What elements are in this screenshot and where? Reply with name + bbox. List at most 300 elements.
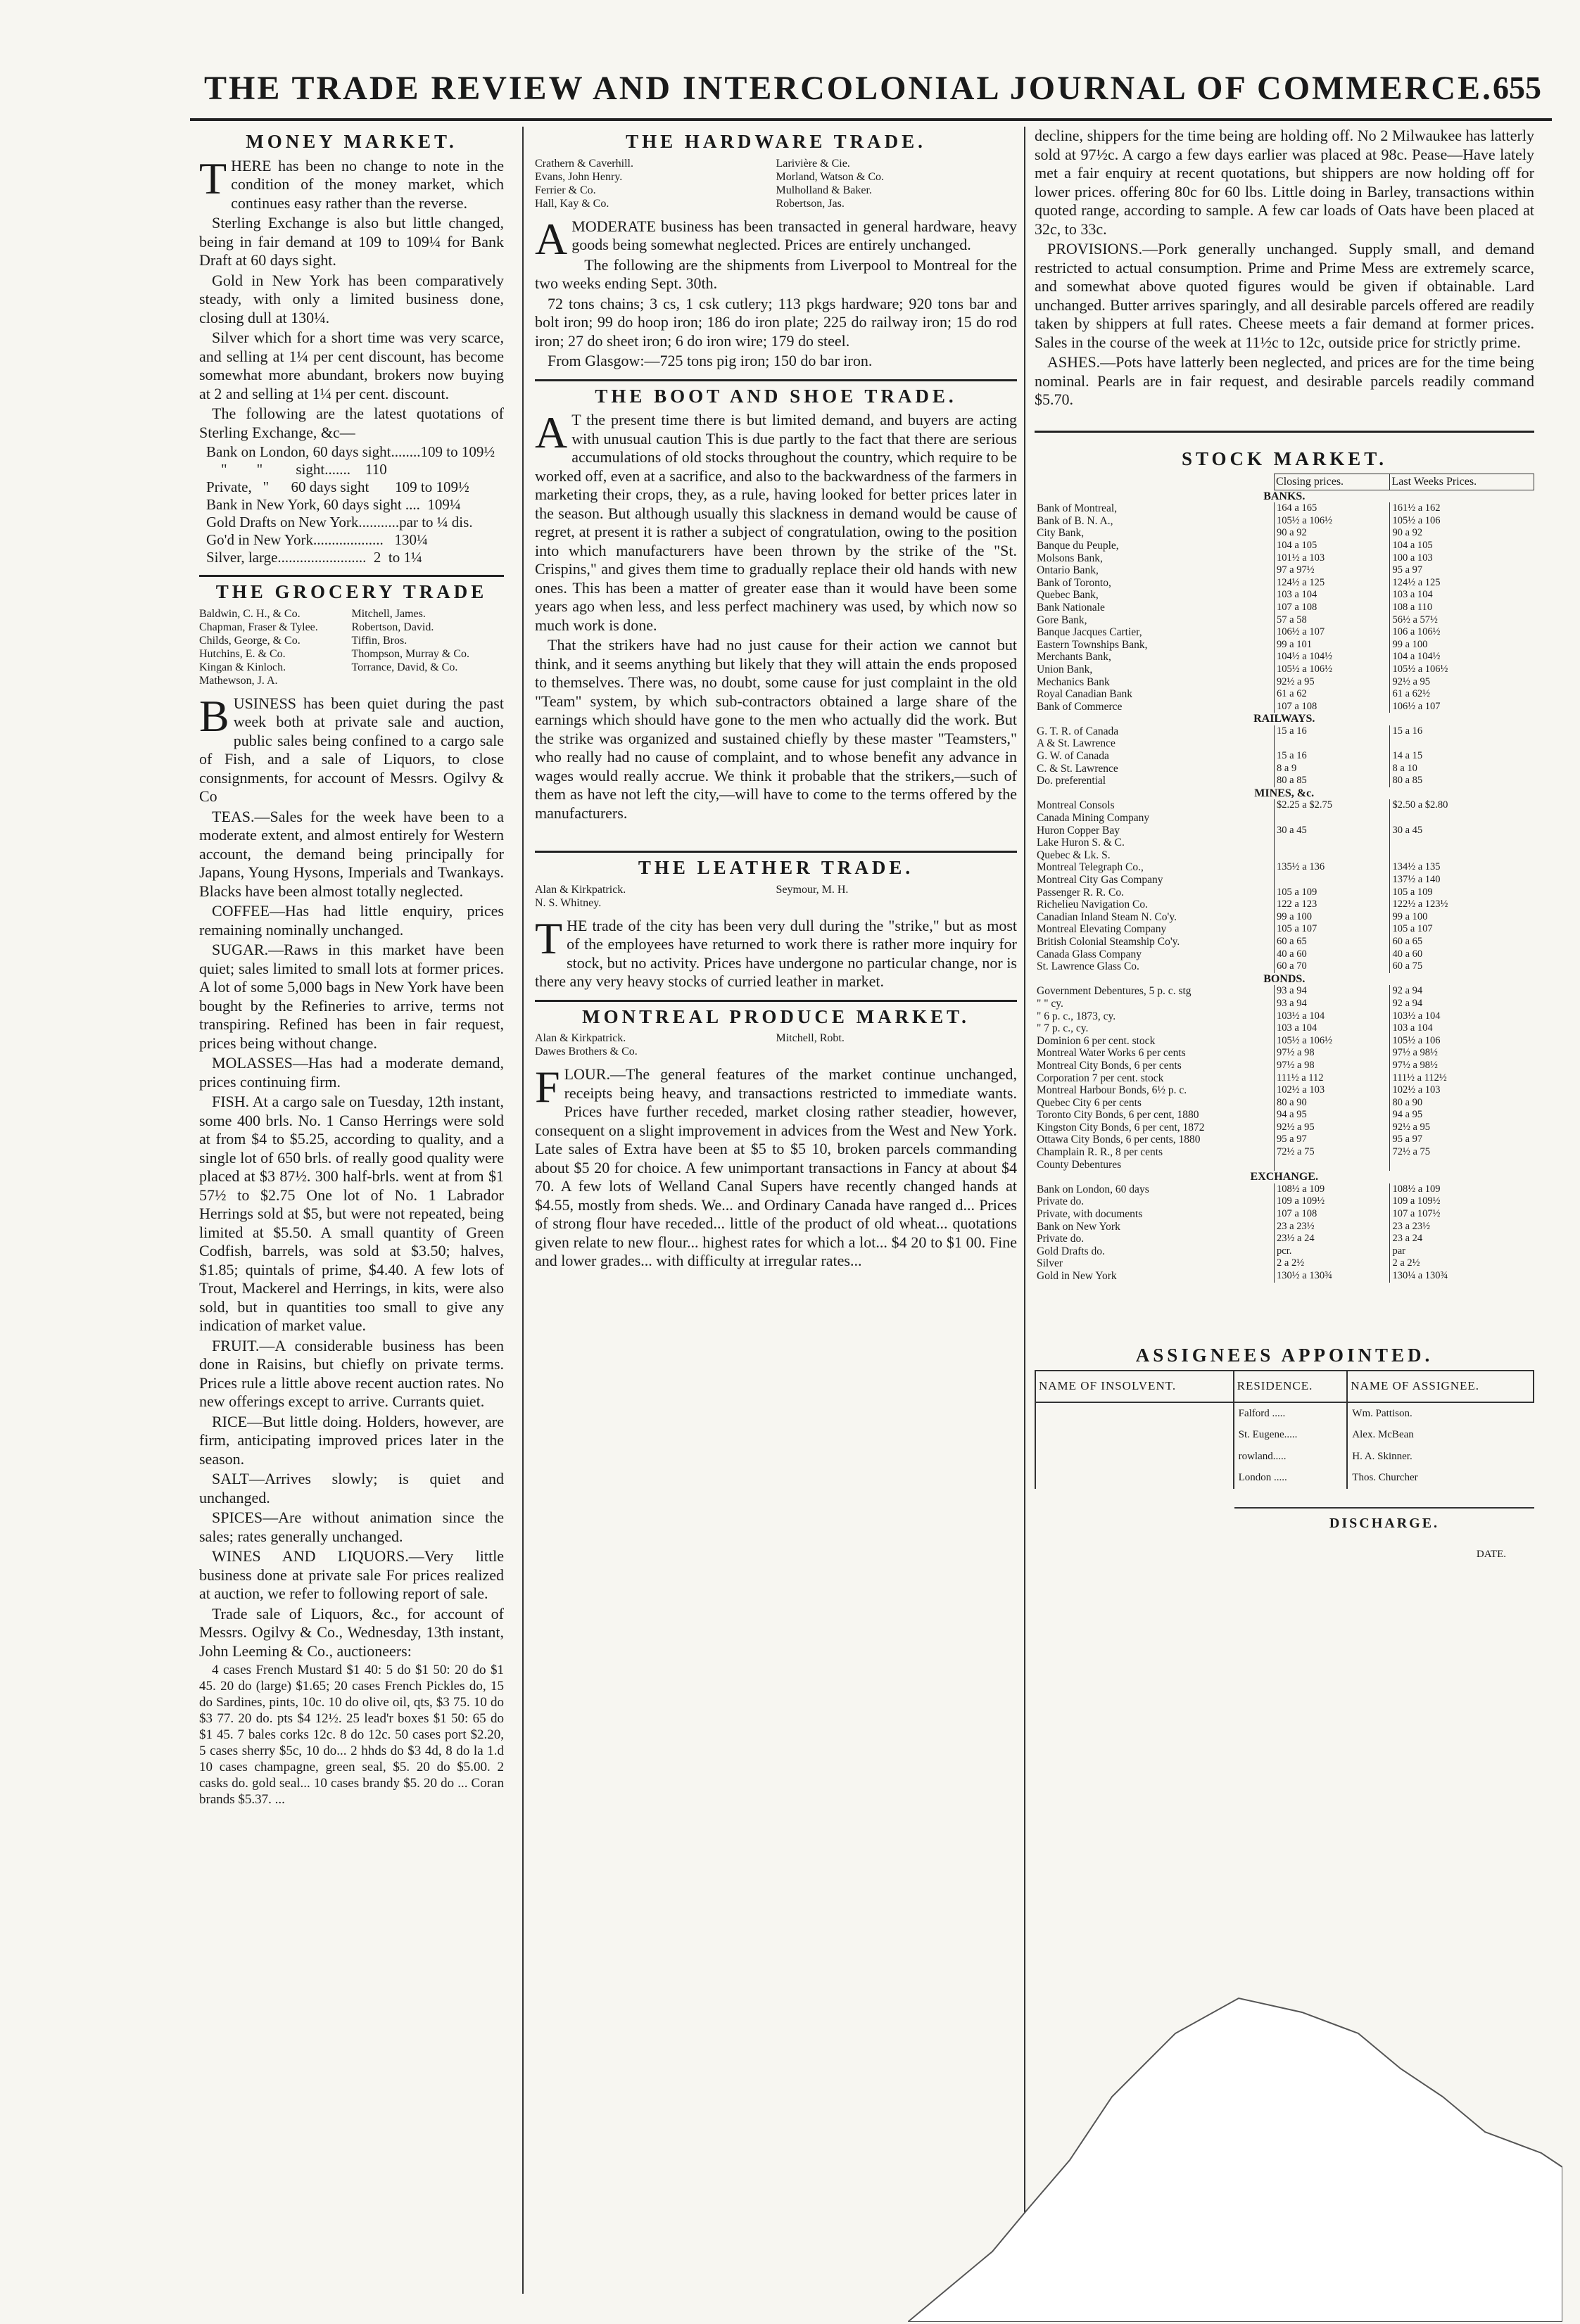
stock-row xyxy=(1035,1109,1534,1122)
stock-name: Montreal Elevating Company xyxy=(1037,923,1167,936)
assignees-heading: ASSIGNEES APPOINTED. xyxy=(1135,1344,1434,1366)
firm-name: Torrance, David, & Co. xyxy=(351,661,458,673)
grocery-heading: THE GROCERY TRADE xyxy=(215,581,488,602)
stock-section-row xyxy=(1035,787,1534,800)
stock-name: G. T. R. of Canada xyxy=(1037,725,1119,737)
stock-row xyxy=(1035,737,1534,750)
last-week-price: 137½ a 140 xyxy=(1390,874,1534,887)
closing-price: 122 a 123 xyxy=(1275,899,1390,911)
stock-section-row xyxy=(1035,713,1534,725)
last-week-price xyxy=(1390,837,1534,849)
closing-price: 40 a 60 xyxy=(1275,948,1390,961)
closing-price: 93 a 94 xyxy=(1275,998,1390,1010)
last-week-price: 109 a 109½ xyxy=(1390,1195,1534,1208)
produce-continued: decline, shippers for the time being are holding off. No 2 Milwaukee has latterly sold at 97½c. A cargo a few days earlier was placed at 98c. Pease—Have lately met a fair enquiry at recent quotations, but shippers are now holding off for lower prices. offering 80c for 60 lbs. Little doing in Barley, transactions within quoted range, according to sample. A few car loads of Oats have been placed at 32c, to 33c. xyxy=(1035,127,1534,238)
last-week-price: 80 a 90 xyxy=(1390,1097,1534,1110)
exchange-quote: Private, " 60 days sight 109 to 109½ xyxy=(206,478,469,495)
stock-row xyxy=(1035,663,1534,676)
last-week-price: 105 a 109 xyxy=(1390,887,1534,899)
closing-price xyxy=(1275,812,1390,825)
grocery-sugar: SUGAR.—Raws in this market have been quiet; sales limited to small lots at former prices. A lot of some 5,000 bags in New York have been bought by the Refineries to arrive, terms not transpiring. Refined has been in fair request, prices being without change. xyxy=(199,941,504,1052)
stock-row xyxy=(1035,837,1534,849)
stock-row xyxy=(1035,589,1534,602)
stock-row xyxy=(1035,577,1534,590)
last-week-price: 105½ a 106 xyxy=(1390,1035,1534,1048)
stock-name: Lake Huron S. & C. xyxy=(1037,837,1125,849)
stock-name: Bank of Commerce xyxy=(1037,700,1123,713)
stock-row xyxy=(1035,651,1534,663)
closing-price xyxy=(1275,849,1390,862)
stock-name: Richelieu Navigation Co. xyxy=(1037,899,1148,911)
stock-name: Toronto City Bonds, 6 per cent, 1880 xyxy=(1037,1109,1199,1122)
closing-price: 99 a 100 xyxy=(1275,911,1390,924)
stock-name: " 7 p. c., cy. xyxy=(1037,1022,1089,1035)
closing-price: 97½ a 98 xyxy=(1275,1060,1390,1072)
last-week-price: 72½ a 75 xyxy=(1390,1146,1534,1159)
closing-price: 103 a 104 xyxy=(1275,1022,1390,1035)
stock-rows xyxy=(1035,490,1534,1283)
stock-name: Gold in New York xyxy=(1037,1270,1117,1282)
stock-row xyxy=(1035,1035,1534,1048)
stock-name: Montreal City Bonds, 6 per cents xyxy=(1037,1059,1182,1072)
last-week-price: 107 a 107½ xyxy=(1390,1208,1534,1221)
stock-row xyxy=(1035,1208,1534,1221)
stock-row xyxy=(1035,1134,1534,1146)
firm-name: Alan & Kirkpatrick. xyxy=(535,1032,626,1044)
stock-name: City Bank, xyxy=(1037,527,1085,540)
stock-row xyxy=(1035,998,1534,1010)
closing-price: 90 a 92 xyxy=(1275,527,1390,540)
stock-name: Champlain R. R., 8 per cents xyxy=(1037,1146,1163,1159)
produce-p1: FLOUR.—The general features of the market continue unchanged, receipts being heavy, and transactions restricted to immediate wants. Prices have further receded, market closing rather steadier, however, consequent on a slight improvement in advices from the West and New York. Late sales of Extra have been at $5 to $5 10, broken parcels commanding about $5 20 for choice. A few unimportant transactions in Fancy at about $4 70. A few lots of Welland Canal Supers have recently changed hands at $4.55, mostly from sheds. We... and Ordinary Canada have ranged d... Prices of strong flour have receded... little of the product of old wheat... quotations given relate to new flour... highest rates for which a lot... $4 20 to $1 00. Fine and lower grades... with difficulty at irregular rates... xyxy=(535,1062,1017,1269)
closing-price: 80 a 85 xyxy=(1275,775,1390,787)
stock-name: Banque Jacques Cartier, xyxy=(1037,626,1142,639)
last-week-price: 161½ a 162 xyxy=(1390,502,1534,515)
grocery-fruit: FRUIT.—A considerable business has been done in Raisins, but chiefly on private terms. Prices rule a little above recent auction rates. No new offerings except to arrive. Currants quiet. xyxy=(199,1336,504,1410)
stock-row xyxy=(1035,626,1534,639)
grocery-fish: FISH. At a cargo sale on Tuesday, 12th instant, some 400 brls. No. 1 Canso Herrings were sold at from $4 to $5.25, according to quality, and a single lot of 650 brls. of really good quality were placed at $3 87½. 300 half-brls. went at from $1 57½ to $2.75 One lot of No. 1 Labrador Herrings sold at $5, but were not repeated, being limited at $5.50. A small quantity of Green Codfish, barrels, was sold at $3.50; halves, $1.85; quintals of prime, $4.40. A few lots of Trout, Mackerel and Herrings, in kits, were also sold, but in quantities too small to give any indication of market value. xyxy=(199,1093,504,1334)
hardware-p4: From Glasgow:—725 tons pig iron; 150 do bar iron. xyxy=(548,352,873,369)
stock-section-label: EXCHANGE. xyxy=(1250,1171,1318,1183)
firm-name: Larivière & Cie. xyxy=(776,157,850,170)
drop-cap: A xyxy=(535,213,568,264)
last-week-price: 105 a 107 xyxy=(1390,923,1534,936)
stock-row xyxy=(1035,1270,1534,1283)
closing-price: 92½ a 95 xyxy=(1275,1122,1390,1134)
stock-row xyxy=(1035,923,1534,936)
firm-name: Hall, Kay & Co. xyxy=(535,197,609,210)
stock-row xyxy=(1035,825,1534,837)
closing-price: $2.25 a $2.75 xyxy=(1275,799,1390,812)
stock-section-label: RAILWAYS. xyxy=(1253,713,1315,725)
stock-name: Bank of B. N. A., xyxy=(1037,514,1113,527)
section-rule xyxy=(535,379,1017,381)
stock-row xyxy=(1035,639,1534,652)
closing-price: 30 a 45 xyxy=(1275,825,1390,837)
firm-name: Morland, Watson & Co. xyxy=(776,170,885,183)
money-market-heading: MONEY MARKET. xyxy=(246,131,457,152)
firm-name: Kingan & Kinloch. xyxy=(199,661,286,673)
leather-heading: THE LEATHER TRADE. xyxy=(638,857,914,878)
stock-market-heading: STOCK MARKET. xyxy=(1181,447,1388,469)
firm-name: Baldwin, C. H., & Co. xyxy=(199,607,301,620)
last-week-price: 111½ a 112½ xyxy=(1390,1072,1534,1085)
stock-name: Banque du Peuple, xyxy=(1037,539,1119,552)
exchange-quote: Bank in New York, 60 days sight .... 109¼ xyxy=(206,496,461,513)
section-rule xyxy=(535,851,1017,853)
page-header xyxy=(204,69,1541,111)
stock-section-row xyxy=(1035,973,1534,986)
exchange-quote: Silver, large........................ 2 to 1¼ xyxy=(206,549,422,566)
stock-row xyxy=(1035,1122,1534,1134)
last-week-price: 94 a 95 xyxy=(1390,1109,1534,1122)
last-week-price: 92 a 94 xyxy=(1390,985,1534,998)
closing-price: 15 a 16 xyxy=(1275,750,1390,763)
stock-row xyxy=(1035,1010,1534,1023)
firm-name: Hutchins, E. & Co. xyxy=(199,647,286,660)
stock-name: Bank of Montreal, xyxy=(1037,502,1118,515)
stock-section-label: BANKS. xyxy=(1263,490,1306,502)
stock-name: Bank on London, 60 days xyxy=(1037,1183,1149,1195)
stock-section-label: BONDS. xyxy=(1263,972,1306,985)
stock-name: Corporation 7 per cent. stock xyxy=(1037,1072,1164,1084)
stock-row xyxy=(1035,861,1534,874)
stock-section-label: MINES, &c. xyxy=(1254,787,1315,799)
stock-row xyxy=(1035,1245,1534,1258)
last-week-price: 8 a 10 xyxy=(1390,763,1534,775)
stock-name: Private do. xyxy=(1037,1233,1085,1245)
stock-name: Gold Drafts do. xyxy=(1037,1245,1105,1257)
stock-row xyxy=(1035,602,1534,614)
stock-name: Gore Bank, xyxy=(1037,614,1087,626)
boot-shoe-heading: THE BOOT AND SHOE TRADE. xyxy=(595,385,957,407)
exchange-quote: " " sight....... 110 xyxy=(206,461,387,478)
torn-page-area xyxy=(908,1703,1562,2322)
boot-shoe-p2: That the strikers have had no just cause for their action we cannot but think, and it seems anything but likely that they will attain the ends proposed to themselves. There was, no doubt, some cause for just complaint in the old "Team" system, by which sub-contractors obtained a large share of the earnings which should have gone to the men who actually did the work. But the strike was organized and sustained chiefly by these master "Teamsters," who really had no cause of complaint, and to whose benefit any advance in wages would really accrue. We think it probable that the strikers,—such of them as have not left the city,—will have to come to the terms offered by the manufacturers. xyxy=(535,636,1017,822)
last-week-price: 60 a 65 xyxy=(1390,936,1534,948)
stock-name: Silver xyxy=(1037,1257,1063,1270)
last-week-price: 30 a 45 xyxy=(1390,825,1534,837)
drop-cap: T xyxy=(535,913,563,963)
stock-name: Royal Canadian Bank xyxy=(1037,688,1133,701)
grocery-lots: 4 cases French Mustard $1 40: 5 do $1 50: 20 do $1 45. 20 do (large) $1.65; 20 cases French Pickles do, 15 do Sardines, pints, 10c. 10 do olive oil, qts, $3 75. 10 do $3 77. 20 do. pts $4 12½. 25 lead'r boxes $1 50: 65 do $1 45. 7 bales corks 12c. 8 do 12c. 50 cases port $2.20, 5 cases sherry $5c, 10 do... 2 hhds do $3 4d, 8 do la 1.d 10 cases champagne, green seal, $5. 20 do $5.00. 2 casks do. gold seal... 10 cases brandy $5. 20 do ... Coran brands $5.37. ... xyxy=(199,1663,504,1807)
stock-name: St. Lawrence Glass Co. xyxy=(1037,960,1139,973)
stock-name: A & St. Lawrence xyxy=(1037,737,1116,750)
closing-price: 105½ a 106½ xyxy=(1275,663,1390,676)
closing-price: 15 a 16 xyxy=(1275,725,1390,738)
stock-row xyxy=(1035,1047,1534,1060)
stock-name: Montreal City Gas Company xyxy=(1037,874,1163,886)
stock-name: Montreal Telegraph Co., xyxy=(1037,861,1144,874)
assignee-cell: H. A. Skinner. xyxy=(1347,1446,1534,1468)
closing-price: 105½ a 106½ xyxy=(1275,1035,1390,1048)
firm-name: Tiffin, Bros. xyxy=(351,634,407,647)
firm-name: Robertson, David. xyxy=(351,621,434,633)
stock-row xyxy=(1035,540,1534,552)
last-week-price: 124½ a 125 xyxy=(1390,577,1534,590)
table-row xyxy=(1035,1402,1534,1425)
hardware-p2: The following are the shipments from Liverpool to Montreal for the two weeks ending Sept. 30th. xyxy=(535,255,1017,292)
closing-price: 107 a 108 xyxy=(1275,602,1390,614)
closing-price: 97 a 97½ xyxy=(1275,564,1390,577)
closing-price: 95 a 97 xyxy=(1275,1134,1390,1146)
closing-price xyxy=(1275,837,1390,849)
hardware-heading: THE HARDWARE TRADE. xyxy=(626,131,926,152)
closing-price: 107 a 108 xyxy=(1275,701,1390,713)
stock-row xyxy=(1035,1195,1534,1208)
last-week-price: 103 a 104 xyxy=(1390,589,1534,602)
stock-row xyxy=(1035,552,1534,565)
last-week-price: 15 a 16 xyxy=(1390,725,1534,738)
stock-row xyxy=(1035,1233,1534,1245)
firm-name: Thompson, Murray & Co. xyxy=(351,647,470,660)
stock-name: Canada Mining Company xyxy=(1037,812,1150,825)
last-week-price xyxy=(1390,812,1534,825)
grocery-molasses: MOLASSES—Has had a moderate demand, prices continuing firm. xyxy=(199,1054,504,1091)
last-week-price: 108 a 110 xyxy=(1390,602,1534,614)
stock-row xyxy=(1035,874,1534,887)
last-week-price: 106½ a 107 xyxy=(1390,701,1534,713)
closing-price: 108½ a 109 xyxy=(1275,1183,1390,1196)
grocery-wines: WINES AND LIQUORS.—Very little business done at private sale For prices realized at auction, we refer to following report of sale. xyxy=(199,1547,504,1602)
journal-title: THE TRADE REVIEW AND INTERCOLONIAL JOURNAL OF COMMERCE. xyxy=(204,70,1493,107)
closing-price: 2 a 2½ xyxy=(1275,1257,1390,1270)
firm-name: Mitchell, Robt. xyxy=(776,1032,845,1044)
assignee-cell: Wm. Pattison. xyxy=(1347,1402,1534,1425)
exchange-quote: Bank on London, 60 days sight........109 to 109½ xyxy=(206,443,495,460)
stock-row xyxy=(1035,1257,1534,1270)
firm-name: Seymour, M. H. xyxy=(776,883,849,896)
last-week-price: par xyxy=(1390,1245,1534,1258)
last-week-price: 100 a 103 xyxy=(1390,552,1534,565)
stock-name: Canada Glass Company xyxy=(1037,948,1142,960)
stock-name: Ontario Bank, xyxy=(1037,564,1099,577)
closing-price: 106½ a 107 xyxy=(1275,626,1390,639)
grocery-coffee: COFFEE—Has had little enquiry, prices remaining nominally unchanged. xyxy=(199,902,504,939)
assignee-cell: Thos. Churcher xyxy=(1347,1467,1534,1489)
last-week-price: $2.50 a $2.80 xyxy=(1390,799,1534,812)
last-week-price: 104 a 105 xyxy=(1390,540,1534,552)
closing-price: 130½ a 130¾ xyxy=(1275,1270,1390,1283)
stock-row xyxy=(1035,688,1534,701)
stock-name: Bank Nationale xyxy=(1037,601,1105,614)
last-week-price: 23 a 24 xyxy=(1390,1233,1534,1245)
closing-price: 72½ a 75 xyxy=(1275,1146,1390,1159)
stock-name: Bank on New York xyxy=(1037,1220,1120,1233)
stock-name: Dominion 6 per cent. stock xyxy=(1037,1034,1156,1047)
firm-name: Alan & Kirkpatrick. xyxy=(535,883,626,896)
assignee-cell: Alex. McBean xyxy=(1347,1424,1534,1446)
stock-name: G. W. of Canada xyxy=(1037,750,1109,763)
assignee-header: NAME OF ASSIGNEE. xyxy=(1347,1371,1534,1402)
table-row xyxy=(1035,1446,1534,1468)
stock-row xyxy=(1035,614,1534,627)
last-week-price: 134½ a 135 xyxy=(1390,861,1534,874)
stock-row xyxy=(1035,911,1534,924)
date-label: DATE. xyxy=(1476,1549,1506,1561)
produce-ashes: ASHES.—Pots have latterly been neglected, and prices are for the time being nominal. Pearls are in fair request, and desirable parcels readily command $5.70. xyxy=(1035,353,1534,408)
closing-price: pcr. xyxy=(1275,1245,1390,1258)
column-1 xyxy=(199,127,504,2294)
closing-prices-header: Closing prices. xyxy=(1275,474,1390,490)
last-week-price xyxy=(1390,1159,1534,1171)
firm-name: Crathern & Caverhill. xyxy=(535,157,633,170)
closing-price: 103 a 104 xyxy=(1275,589,1390,602)
last-week-price: 130¼ a 130¾ xyxy=(1390,1270,1534,1283)
stock-row xyxy=(1035,1097,1534,1110)
closing-price: 60 a 70 xyxy=(1275,960,1390,973)
last-week-price: 99 a 100 xyxy=(1390,639,1534,652)
stock-name: Do. preferential xyxy=(1037,775,1106,787)
closing-price: 93 a 94 xyxy=(1275,985,1390,998)
grocery-p1: BUSINESS has been quiet during the past week both at private sale and auction, public sales being confined to a cargo sale of Fish, and a sale of Liquors, to close consignments, for account of Messrs. Ogilvy & Co xyxy=(199,690,504,805)
stock-row xyxy=(1035,849,1534,862)
stock-name: Passenger R. R. Co. xyxy=(1037,886,1124,899)
stock-name: " 6 p. c., 1873, cy. xyxy=(1037,1010,1116,1022)
header-rule xyxy=(190,118,1552,121)
last-week-price: 92½ a 95 xyxy=(1390,1122,1534,1134)
discharge-heading: DISCHARGE. xyxy=(1234,1507,1534,1533)
leather-p1: THE trade of the city has been very dull during the "strike," but as most of the employees have returned to work there is rather more inquiry for stock, but no activity. Prices have undergone no particular change, nor is there any very heavy stocks of curried leather in market. xyxy=(535,913,1017,990)
stock-row xyxy=(1035,750,1534,763)
exchange-quote: Go'd in New York................... 130¼ xyxy=(206,531,428,548)
stock-row xyxy=(1035,527,1534,540)
assignees-table xyxy=(1035,1370,1534,1489)
residence-cell: rowland..... xyxy=(1234,1446,1348,1468)
section-rule xyxy=(1035,431,1534,433)
last-week-price: 40 a 60 xyxy=(1390,948,1534,961)
firm-name: Mitchell, James. xyxy=(351,607,426,620)
last-week-price: 99 a 100 xyxy=(1390,911,1534,924)
last-week-price: 80 a 85 xyxy=(1390,775,1534,787)
stock-row xyxy=(1035,564,1534,577)
drop-cap: F xyxy=(535,1062,560,1112)
page-number: 655 xyxy=(1493,70,1541,106)
produce-provisions: PROVISIONS.—Pork generally unchanged. Supply small, and demand restricted to actual consumption. Prime and Prime Mess are extremely scarce, and somewhat above quoted figures would be given if obtainable. Lard unchanged. Butter arrives sparingly, and all desirable parcels offered are readily taken by shippers at full rates. Cheese meets a fair demand at former prices. Sales in the course of the week at 11½c to 12c, outside price for strictly prime. xyxy=(1035,240,1534,351)
last-week-price: 61 a 62½ xyxy=(1390,688,1534,701)
stock-row xyxy=(1035,1022,1534,1035)
closing-price: 8 a 9 xyxy=(1275,763,1390,775)
stock-name: British Colonial Steamship Co'y. xyxy=(1037,935,1180,948)
last-week-price: 106 a 106½ xyxy=(1390,626,1534,639)
last-week-price: 95 a 97 xyxy=(1390,1134,1534,1146)
money-market-p5: The following are the latest quotations of Sterling Exchange, &c— xyxy=(199,405,504,441)
last-week-price: 92 a 94 xyxy=(1390,998,1534,1010)
hardware-p3: 72 tons chains; 3 cs, 1 csk cutlery; 113 pkgs hardware; 920 tons bar and bolt iron; 99 do hoop iron; 186 do iron plate; 225 do railway iron; 15 do rod iron; 27 do sheet iron; 6 do iron wire; 179 do steel. xyxy=(535,294,1017,350)
stock-row xyxy=(1035,887,1534,899)
stock-name: Quebec & Lk. S. xyxy=(1037,849,1111,861)
closing-price xyxy=(1275,737,1390,750)
stock-name: Bank of Toronto, xyxy=(1037,576,1111,589)
firm-name: Mathewson, J. A. xyxy=(199,674,278,687)
firm-name: Mulholland & Baker. xyxy=(776,184,872,196)
boot-shoe-p1: A T the present time there is but limited demand, and buyers are acting with unusual caution This is due partly to the fact that there are serious accumulations of old stocks throughout the country, which require to be worked off, even at a sacrifice, and also to the backwardness of the farmers in marketing their crops, they, as a rule, having looked for better prices later in the season. But although usually this slackness in demand would be cause of regret, at present it is rather a subject of congratulation, owing to the position into which manufacturers have been thrown by the strike of the "St. Crispins," and gives them time to gradually replace their old hands with new ones. This has been a matter of greater ease than it would have been some years ago when less, and less perfect machinery was used, by which now so much work is done. xyxy=(535,407,1017,634)
stock-name: Mechanics Bank xyxy=(1037,675,1110,688)
residence-cell: London ..... xyxy=(1234,1467,1348,1489)
last-week-price: 105½ a 106 xyxy=(1390,515,1534,528)
last-week-price: 92½ a 95 xyxy=(1390,676,1534,689)
closing-price: 124½ a 125 xyxy=(1275,577,1390,590)
money-market-p4: Silver which for a short time was very scarce, and selling at 1¼ per cent discount, has become somewhat more abundant, brokers now buying at 2 and selling at 1¼ per cent. discount. xyxy=(199,329,504,402)
last-week-price: 108½ a 109 xyxy=(1390,1183,1534,1196)
stock-row xyxy=(1035,1183,1534,1196)
closing-price: 109 a 109½ xyxy=(1275,1195,1390,1208)
closing-price: 104½ a 104½ xyxy=(1275,651,1390,663)
firm-name: Ferrier & Co. xyxy=(535,184,596,196)
stock-name: Huron Copper Bay xyxy=(1037,824,1120,837)
closing-price: 107 a 108 xyxy=(1275,1208,1390,1221)
closing-price: 135½ a 136 xyxy=(1275,861,1390,874)
stock-name: Canadian Inland Steam N. Co'y. xyxy=(1037,910,1177,923)
firm-name: N. S. Whitney. xyxy=(535,896,602,909)
last-week-price: 104 a 104½ xyxy=(1390,651,1534,663)
last-week-price: 122½ a 123½ xyxy=(1390,899,1534,911)
stock-name: Quebec Bank, xyxy=(1037,589,1099,602)
last-week-price: 103½ a 104 xyxy=(1390,1010,1534,1023)
stock-row xyxy=(1035,985,1534,998)
stock-name: Merchants Bank, xyxy=(1037,651,1111,663)
stock-name: C. & St. Lawrence xyxy=(1037,762,1118,775)
closing-price: 23½ a 24 xyxy=(1275,1233,1390,1245)
stock-row xyxy=(1035,763,1534,775)
grocery-teas: TEAS.—Sales for the week have been to a moderate extent, and almost entirely for Western account, the demand being principally for Japans, Young Hysons, Imperials and Twankays. Blacks have been almost totally neglected. xyxy=(199,807,504,900)
closing-price: 103½ a 104 xyxy=(1275,1010,1390,1023)
stock-row xyxy=(1035,1159,1534,1171)
closing-price: 57 a 58 xyxy=(1275,614,1390,627)
last-week-price: 103 a 104 xyxy=(1390,1022,1534,1035)
stock-row xyxy=(1035,676,1534,689)
firm-name: Evans, John Henry. xyxy=(535,170,623,183)
exchange-quote: Gold Drafts on New York...........par to ¼ dis. xyxy=(206,514,473,531)
last-week-price: 105½ a 106½ xyxy=(1390,663,1534,676)
stock-row xyxy=(1035,502,1534,515)
last-week-price: 102½ a 103 xyxy=(1390,1084,1534,1097)
stock-name: Government Debentures, 5 p. c. stg xyxy=(1037,985,1192,998)
grocery-trade-sale: Trade sale of Liquors, &c., for account of Messrs. Ogilvy & Co., Wednesday, 13th instant, John Leeming & Co., auctioneers: xyxy=(199,1604,504,1660)
last-week-price: 60 a 75 xyxy=(1390,960,1534,973)
stock-row xyxy=(1035,1084,1534,1097)
residence-cell: Falford ..... xyxy=(1234,1402,1348,1425)
stock-name: Montreal Consols xyxy=(1037,799,1115,812)
stock-row xyxy=(1035,899,1534,911)
table-row xyxy=(1035,1467,1534,1489)
stock-name: Montreal Water Works 6 per cents xyxy=(1037,1047,1186,1060)
last-week-price: 2 a 2½ xyxy=(1390,1257,1534,1270)
insolvent-header: NAME OF INSOLVENT. xyxy=(1035,1371,1234,1402)
stock-name: Kingston City Bonds, 6 per cent, 1872 xyxy=(1037,1121,1205,1134)
firm-name: Dawes Brothers & Co. xyxy=(535,1046,638,1058)
stock-section-row xyxy=(1035,490,1534,502)
money-market-p3: Gold in New York has been comparatively steady, with only a limited business done, closing dull at 130¼. xyxy=(199,271,504,326)
closing-price: 101½ a 103 xyxy=(1275,552,1390,565)
stock-row xyxy=(1035,1072,1534,1085)
firm-name: Chapman, Fraser & Tylee. xyxy=(199,621,318,633)
drop-cap: B xyxy=(199,690,229,741)
last-week-price: 97½ a 98½ xyxy=(1390,1047,1534,1060)
closing-price: 60 a 65 xyxy=(1275,936,1390,948)
stock-row xyxy=(1035,515,1534,528)
stock-row xyxy=(1035,1146,1534,1159)
closing-price: 105 a 109 xyxy=(1275,887,1390,899)
money-market-p2: Sterling Exchange is also but little changed, being in fair demand at 109 to 109¼ for Bank Draft at 60 days sight. xyxy=(199,214,504,269)
last-week-price: 95 a 97 xyxy=(1390,564,1534,577)
stock-name: Union Bank, xyxy=(1037,663,1093,675)
grocery-firms xyxy=(199,607,504,687)
grocery-salt: SALT—Arrives slowly; is quiet and unchanged. xyxy=(199,1470,504,1506)
residence-cell: St. Eugene..... xyxy=(1234,1424,1348,1446)
firm-name: Childs, George, & Co. xyxy=(199,634,301,647)
produce-heading: MONTREAL PRODUCE MARKET. xyxy=(582,1005,970,1027)
